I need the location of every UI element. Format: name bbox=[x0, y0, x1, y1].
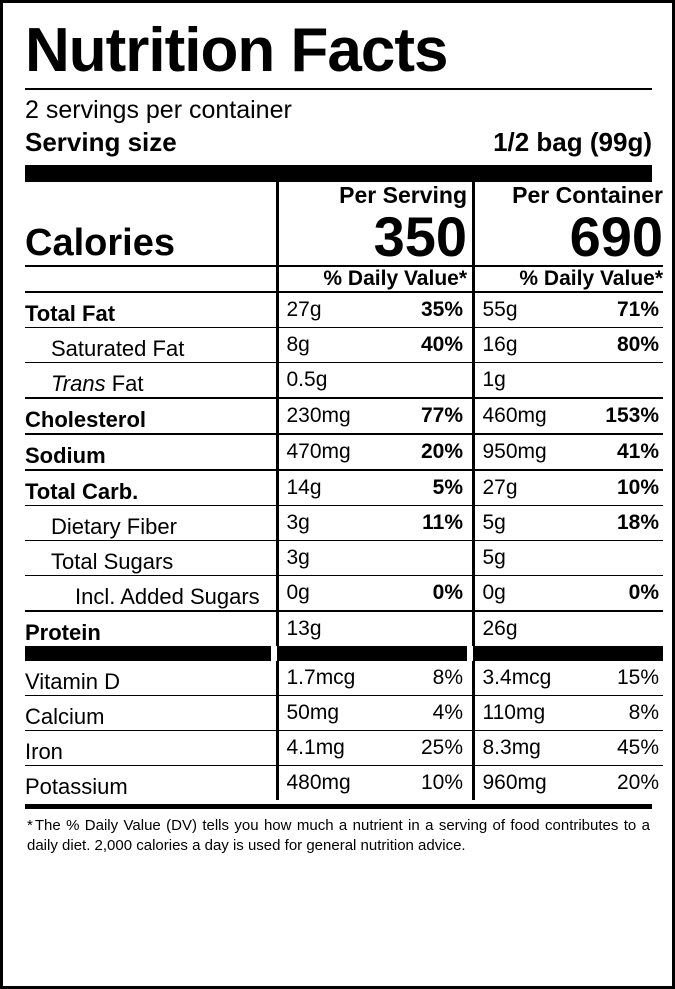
nutrient-name: Calcium bbox=[25, 695, 271, 730]
calories-per-serving: 350 bbox=[277, 209, 467, 266]
serving-size-value: 1/2 bag (99g) bbox=[493, 126, 652, 157]
container-dv: 10% bbox=[616, 475, 659, 499]
footnote-text: The % Daily Value (DV) tells you how much a nutrient in a serving of food contributes to a daily diet. 2,000 calories a day is used for general nutrition advice. bbox=[27, 816, 650, 854]
serving-cell bbox=[277, 540, 467, 575]
nutrient-name: Protein bbox=[25, 611, 271, 646]
serving-amount: 3g bbox=[286, 545, 310, 569]
serving-amount: 14g bbox=[286, 475, 322, 499]
serving-amount: 0.5g bbox=[286, 367, 328, 391]
container-amount: 460mg bbox=[482, 403, 547, 427]
nutrient-name: Total Sugars bbox=[25, 540, 271, 575]
container-cell bbox=[473, 470, 663, 506]
serving-dv bbox=[461, 554, 467, 564]
container-dv: 0% bbox=[628, 580, 659, 604]
trans-italic: Trans bbox=[51, 370, 106, 396]
container-amount: 27g bbox=[482, 475, 518, 499]
container-amount: 5g bbox=[482, 510, 506, 534]
serving-amount: 13g bbox=[286, 616, 322, 640]
container-cell bbox=[473, 434, 663, 470]
daily-value-header-row bbox=[25, 266, 663, 292]
serving-dv: 11% bbox=[422, 510, 463, 534]
table-row bbox=[25, 434, 663, 470]
container-dv bbox=[657, 554, 663, 564]
table-row bbox=[25, 575, 663, 611]
container-dv: 8% bbox=[628, 700, 659, 724]
container-amount: 3.4mcg bbox=[482, 665, 552, 689]
table-row bbox=[25, 362, 663, 398]
container-dv bbox=[657, 625, 663, 635]
table-row bbox=[25, 505, 663, 540]
container-amount: 110mg bbox=[482, 700, 546, 724]
nutrient-name: Total Fat bbox=[25, 292, 271, 328]
nutrition-table bbox=[25, 182, 663, 800]
table-row bbox=[25, 398, 663, 434]
serving-amount: 27g bbox=[286, 297, 322, 321]
serving-dv: 8% bbox=[432, 665, 463, 689]
serving-dv: 77% bbox=[420, 403, 463, 427]
serving-amount: 50mg bbox=[286, 700, 340, 724]
serving-dv: 5% bbox=[432, 475, 463, 499]
serving-dv: 10% bbox=[420, 770, 463, 794]
container-cell bbox=[473, 695, 663, 730]
container-amount: 5g bbox=[482, 545, 506, 569]
dv-header-container: % Daily Value* bbox=[473, 266, 663, 292]
serving-cell bbox=[277, 362, 467, 398]
serving-cell bbox=[277, 695, 467, 730]
serving-cell bbox=[277, 470, 467, 506]
serving-cell bbox=[277, 505, 467, 540]
container-cell bbox=[473, 730, 663, 765]
table-row bbox=[25, 611, 663, 646]
container-amount: 0g bbox=[482, 580, 506, 604]
serving-dv: 25% bbox=[420, 735, 463, 759]
header-per-serving: Per Serving bbox=[277, 182, 467, 209]
table-row bbox=[25, 661, 663, 696]
serving-dv: 35% bbox=[420, 297, 463, 321]
container-cell bbox=[473, 611, 663, 646]
container-amount: 960mg bbox=[482, 770, 547, 794]
column-header-row bbox=[25, 182, 663, 209]
container-cell bbox=[473, 540, 663, 575]
container-dv: 18% bbox=[616, 510, 659, 534]
container-cell bbox=[473, 505, 663, 540]
container-cell bbox=[473, 362, 663, 398]
nutrient-name: Cholesterol bbox=[25, 398, 271, 434]
container-cell bbox=[473, 327, 663, 362]
container-cell bbox=[473, 398, 663, 434]
header-per-container: Per Container bbox=[473, 182, 663, 209]
serving-dv: 4% bbox=[432, 700, 463, 724]
servings-per-container: 2 servings per container bbox=[25, 95, 292, 124]
serving-cell bbox=[277, 327, 467, 362]
serving-amount: 1.7mcg bbox=[286, 665, 356, 689]
serving-amount: 4.1mg bbox=[286, 735, 345, 759]
calories-label: Calories bbox=[25, 221, 175, 264]
table-row bbox=[25, 327, 663, 362]
serving-amount: 470mg bbox=[286, 439, 351, 463]
calories-row bbox=[25, 209, 663, 266]
container-dv bbox=[657, 376, 663, 386]
table-row bbox=[25, 765, 663, 800]
container-dv: 41% bbox=[616, 439, 659, 463]
serving-dv: 0% bbox=[432, 580, 463, 604]
table-row bbox=[25, 695, 663, 730]
serving-amount: 230mg bbox=[286, 403, 351, 427]
serving-dv: 20% bbox=[420, 439, 463, 463]
nutrient-name: Iron bbox=[25, 730, 271, 765]
thick-divider bbox=[25, 165, 652, 182]
serving-dv bbox=[461, 376, 467, 386]
container-amount: 16g bbox=[482, 332, 518, 356]
nutrient-name: Dietary Fiber bbox=[25, 505, 271, 540]
nutrient-name: Trans Fat bbox=[25, 362, 271, 398]
table-row bbox=[25, 292, 663, 328]
serving-size-row bbox=[25, 127, 652, 158]
title-divider bbox=[25, 88, 652, 90]
nutrient-name: Total Carb. bbox=[25, 470, 271, 506]
section-divider-bar bbox=[25, 646, 663, 661]
serving-amount: 8g bbox=[286, 332, 310, 356]
serving-amount: 3g bbox=[286, 510, 310, 534]
table-row bbox=[25, 540, 663, 575]
serving-cell bbox=[277, 434, 467, 470]
serving-cell bbox=[277, 292, 467, 328]
container-dv: 20% bbox=[616, 770, 659, 794]
serving-amount: 480mg bbox=[286, 770, 351, 794]
container-amount: 950mg bbox=[482, 439, 547, 463]
serving-cell bbox=[277, 661, 467, 696]
container-cell bbox=[473, 575, 663, 611]
container-dv: 15% bbox=[616, 665, 659, 689]
nutrient-name: Incl. Added Sugars bbox=[25, 575, 271, 611]
dv-header-serving: % Daily Value* bbox=[277, 266, 467, 292]
nutrient-name: Potassium bbox=[25, 765, 271, 800]
serving-cell bbox=[277, 765, 467, 800]
serving-size-label: Serving size bbox=[25, 126, 177, 157]
table-row bbox=[25, 470, 663, 506]
table-row bbox=[25, 730, 663, 765]
nutrient-name: Saturated Fat bbox=[25, 327, 271, 362]
container-cell bbox=[473, 661, 663, 696]
container-cell bbox=[473, 292, 663, 328]
container-amount: 26g bbox=[482, 616, 518, 640]
container-cell bbox=[473, 765, 663, 800]
nutrient-name: Vitamin D bbox=[25, 668, 120, 694]
container-dv: 80% bbox=[616, 332, 659, 356]
container-amount: 8.3mg bbox=[482, 735, 541, 759]
nutrient-name: Sodium bbox=[25, 434, 271, 470]
footnote-star: * bbox=[27, 816, 33, 834]
container-dv: 45% bbox=[616, 735, 659, 759]
serving-cell bbox=[277, 398, 467, 434]
container-dv: 153% bbox=[605, 403, 659, 427]
footnote bbox=[25, 816, 652, 857]
serving-cell bbox=[277, 730, 467, 765]
serving-amount: 0g bbox=[286, 580, 310, 604]
serving-cell bbox=[277, 575, 467, 611]
serving-dv: 40% bbox=[420, 332, 463, 356]
serving-cell bbox=[277, 611, 467, 646]
footnote-divider bbox=[25, 804, 652, 809]
page-title: Nutrition Facts bbox=[25, 16, 448, 85]
calories-per-container: 690 bbox=[473, 209, 663, 266]
container-amount: 55g bbox=[482, 297, 518, 321]
serving-dv bbox=[461, 625, 467, 635]
container-dv: 71% bbox=[616, 297, 659, 321]
container-amount: 1g bbox=[482, 367, 506, 391]
